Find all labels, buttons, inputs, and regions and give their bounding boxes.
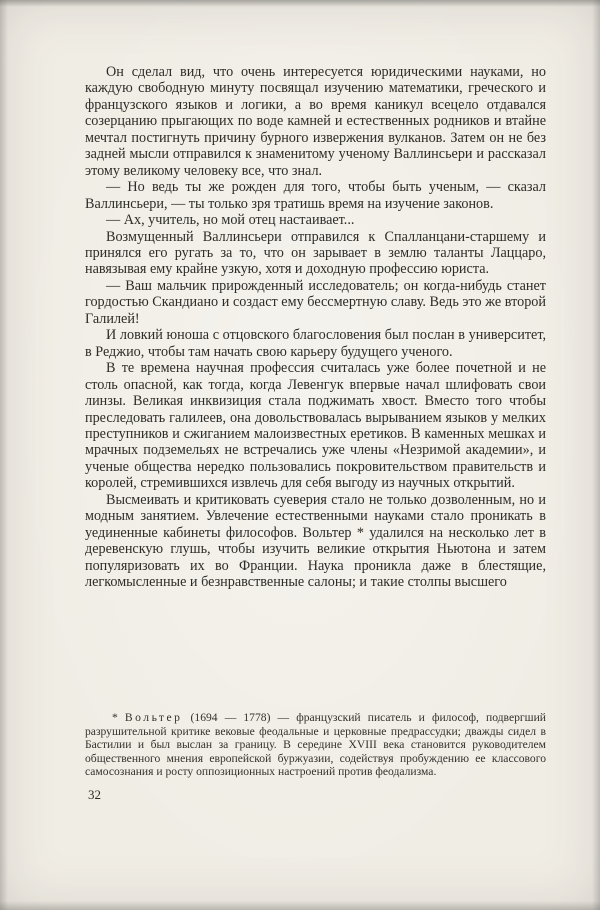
paragraph: Высмеивать и критиковать суеверия стало не только дозволенным, но и модным занятием. Увлечение естественными науками стало проникать в уединенные кабинеты философов. Вольтер * удалился на несколько лет в деревенскую глушь, чтобы изучить великие открытия Ньютона и затем популяризовать их во Франции. Наука проникла даже в блестящие, легкомысленные и безнравственные салоны; и такие столпы высшего	[85, 491, 546, 591]
footnote-marker: *	[112, 711, 118, 724]
dialogue-paragraph: — Но ведь ты же рожден для того, чтобы быть ученым, — сказал Валлинсьери, — ты только зря тратишь время на изучение законов.	[85, 179, 546, 212]
dialogue-paragraph: — Ах, учитель, но мой отец настаивает...	[106, 212, 355, 229]
footnote-term: Вольтер	[124, 711, 183, 724]
footnote-text: (1694 — 1778) — французский писатель и философ, подвергший разрушительной критике вековые феодальные и церковные предрассудки; дважды сидел в Бастилии и был выслан за границу. В середине XVIII века становится руководителем общественного мнения европейской буржуазии, содействуя пробуждению ее классового самосознания и росту оппозиционных настроений против феодализма.	[85, 711, 547, 779]
paragraph: Он сделал вид, что очень интересуется юридическими науками, но каждую свободную минуту посвящал изучению математики, греческого и французского языков и логики, а во время каникул всецело отдавался созерцанию прыгающих по воде камней и естественных родников и втайне мечтал постигнуть причину бурного извержения вулканов. Затем он не без задней мысли отправился к знаменитому ученому Валлинсьери и рассказал этому великому человеку все, что знал.	[85, 64, 546, 179]
paragraph: В те времена научная профессия считалась уже более почетной и не столь опасной, как тогда, когда Левенгук впервые начал шлифовать свои линзы. Великая инквизиция стала поджимать хвост. Вместо того чтобы преследовать галилеев, она довольствовалась вырыванием языков у мелких преступников и сжиганием малоизвестных еретиков. В каменных мешках и мрачных подземельях не встречались уже члены «Незримой академии», и ученые общества нередко пользовались покровительством правительств и королей, стремившихся извлечь для себя выгоду из научных открытий.	[85, 360, 546, 492]
page-body	[85, 64, 546, 591]
dialogue-paragraph: — Ваш мальчик прирожденный исследователь; он когда-нибудь станет гордостью Скандиано и создаст ему бессмертную славу. Ведь это же второй Галилей!	[85, 277, 546, 327]
paragraph: Возмущенный Валлинсьери отправился к Спалланцани-старшему и принялся его ругать за то, что он зарывает в землю таланты Лаццаро, навязывая ему крайне узкую, хотя и доходную профессию юриста.	[85, 228, 546, 278]
footnote	[85, 711, 546, 779]
page-number: 32	[88, 787, 101, 802]
footnote-paragraph	[85, 711, 546, 779]
paragraph: И ловкий юноша с отцовского благословения был послан в университет, в Реджио, чтобы там начать свою карьеру будущего ученого.	[85, 327, 546, 360]
